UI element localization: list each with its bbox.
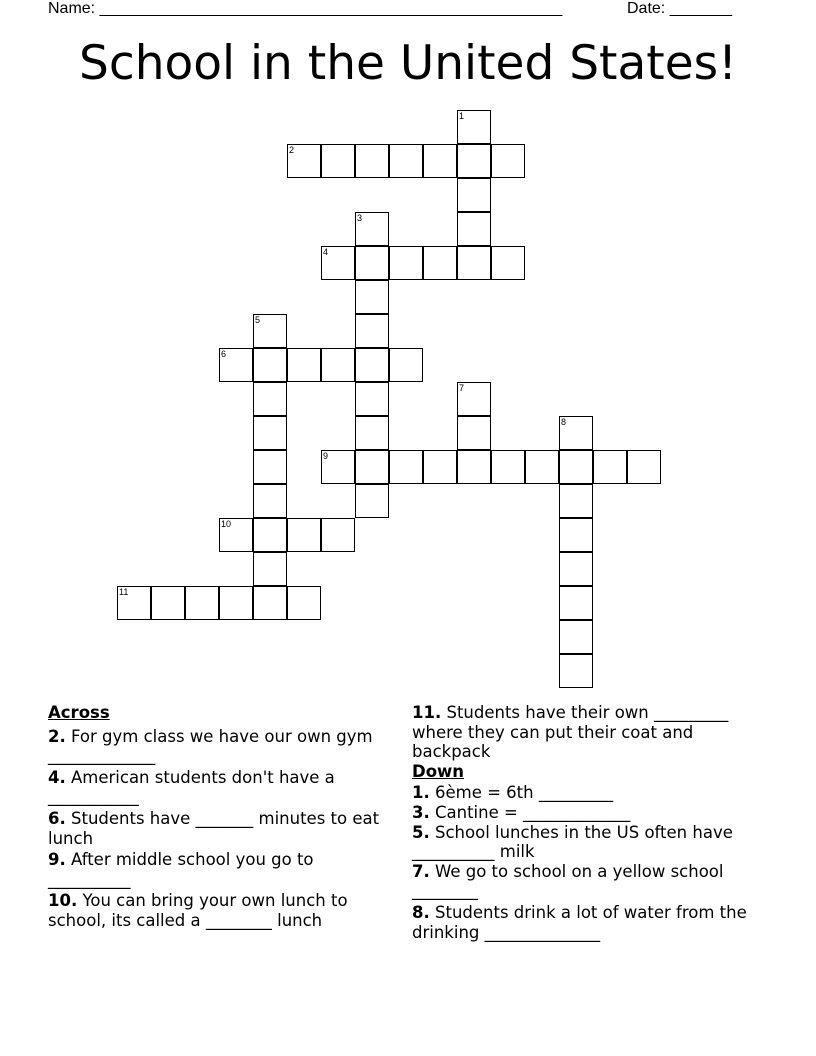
clue-number: 4. (48, 767, 66, 787)
crossword-cell[interactable] (355, 280, 389, 314)
date-field-line: Date: _______ (627, 0, 732, 17)
clue-item (412, 862, 752, 901)
cell-number: 7 (459, 383, 465, 393)
crossword-cell[interactable] (559, 518, 593, 552)
crossword-cell[interactable] (355, 484, 389, 518)
crossword-cell[interactable] (355, 416, 389, 450)
crossword-cell[interactable] (559, 552, 593, 586)
clue-text: Cantine = _____________ (429, 802, 631, 822)
clue-number: 10. (48, 891, 78, 911)
page-title: School in the United States! (79, 36, 737, 91)
cell-number: 1 (459, 111, 465, 121)
crossword-cell[interactable] (525, 450, 559, 484)
crossword-cell[interactable] (321, 348, 355, 382)
crossword-cell[interactable] (253, 518, 287, 552)
crossword-cell[interactable] (559, 586, 593, 620)
crossword-cell[interactable] (457, 110, 491, 144)
crossword-cell[interactable] (355, 450, 389, 484)
crossword-cell[interactable] (355, 144, 389, 178)
crossword-cell[interactable] (185, 586, 219, 620)
clue-number: 6. (48, 808, 66, 828)
crossword-cell[interactable] (423, 144, 457, 178)
clue-item (412, 823, 752, 862)
name-field-line: Name: ____________________________________________________ (48, 0, 563, 17)
crossword-cell[interactable] (321, 450, 355, 484)
clue-item (412, 803, 752, 823)
clue-text: American students don't have a ___________ (48, 767, 335, 807)
clue-number: 7. (412, 861, 430, 881)
clue-number: 2. (48, 726, 66, 746)
clue-text: We go to school on a yellow school ________ (412, 861, 724, 901)
crossword-cell[interactable] (219, 348, 253, 382)
cell-number: 4 (323, 247, 329, 257)
cell-number: 10 (221, 519, 232, 529)
clue-text: After middle school you go to __________ (48, 850, 314, 889)
crossword-cell[interactable] (457, 212, 491, 246)
clue-text: For gym class we have our own gym _____________ (48, 726, 373, 766)
crossword-cell[interactable] (457, 178, 491, 212)
clue-item (412, 703, 752, 762)
crossword-cell[interactable] (457, 450, 491, 484)
crossword-cell[interactable] (389, 144, 423, 178)
clue-item (48, 850, 388, 889)
clue-item (412, 783, 752, 803)
clue-number: 11. (412, 703, 442, 722)
crossword-cell[interactable] (253, 484, 287, 518)
cell-number: 9 (323, 451, 329, 461)
clue-text: 6ème = 6th _________ (429, 783, 614, 803)
crossword-cell[interactable] (253, 416, 287, 450)
crossword-cell[interactable] (389, 348, 423, 382)
cell-number: 6 (221, 349, 227, 359)
clue-text: School lunches in the US often have __________ milk (412, 822, 733, 862)
clue-number: 9. (48, 850, 66, 870)
crossword-cell[interactable] (627, 450, 661, 484)
crossword-cell[interactable] (389, 450, 423, 484)
crossword-cell[interactable] (559, 450, 593, 484)
crossword-cell[interactable] (253, 314, 287, 348)
crossword-cell[interactable] (457, 382, 491, 416)
clue-text: You can bring your own lunch to school, its called a ________ lunch (48, 891, 348, 930)
crossword-cell[interactable] (321, 144, 355, 178)
crossword-cell[interactable] (355, 246, 389, 280)
across-heading: Across (48, 703, 110, 722)
crossword-cell[interactable] (389, 246, 423, 280)
crossword-cell[interactable] (253, 552, 287, 586)
crossword-cell[interactable] (287, 348, 321, 382)
down-clue-list (412, 783, 752, 942)
cell-number: 8 (561, 417, 567, 427)
crossword-cell[interactable] (457, 144, 491, 178)
crossword-cell[interactable] (117, 586, 151, 620)
crossword-cell[interactable] (287, 144, 321, 178)
crossword-cell[interactable] (287, 518, 321, 552)
across-clue-list (48, 727, 388, 931)
crossword-cell[interactable] (219, 586, 253, 620)
clue-number: 1. (412, 783, 430, 803)
crossword-cell[interactable] (491, 144, 525, 178)
clue-number: 8. (412, 902, 430, 922)
crossword-cell[interactable] (355, 314, 389, 348)
clue-item (48, 809, 388, 848)
crossword-cell[interactable] (423, 246, 457, 280)
clue-item (48, 891, 388, 930)
crossword-cell[interactable] (321, 518, 355, 552)
crossword-cell[interactable] (559, 620, 593, 654)
crossword-cell[interactable] (593, 450, 627, 484)
crossword-cell[interactable] (253, 450, 287, 484)
cell-number: 3 (357, 213, 363, 223)
crossword-cell[interactable] (253, 586, 287, 620)
crossword-cell[interactable] (559, 654, 593, 688)
crossword-cell[interactable] (457, 416, 491, 450)
clue-text: Students drink a lot of water from the drinking ______________ (412, 902, 747, 942)
crossword-cell[interactable] (491, 450, 525, 484)
down-heading: Down (412, 761, 465, 781)
crossword-cell[interactable] (253, 348, 287, 382)
clue-text: Students have their own _________ where they can put their coat and backpack (412, 703, 729, 762)
across-clue-list-continued (412, 703, 752, 762)
crossword-cell[interactable] (423, 450, 457, 484)
crossword-cell[interactable] (321, 246, 355, 280)
crossword-cell[interactable] (151, 586, 185, 620)
clue-item (48, 768, 388, 807)
crossword-cell[interactable] (491, 246, 525, 280)
clue-text: Students have _______ minutes to eat lunch (48, 808, 380, 848)
crossword-cell[interactable] (253, 382, 287, 416)
clues-left-column (48, 703, 388, 931)
crossword-cell[interactable] (355, 348, 389, 382)
crossword-cell[interactable] (559, 484, 593, 518)
crossword-cell[interactable] (457, 246, 491, 280)
clue-item (48, 727, 388, 766)
clue-number: 3. (412, 802, 430, 822)
cell-number: 5 (255, 315, 261, 325)
clues-right-column (412, 703, 752, 942)
cell-number: 2 (289, 145, 295, 155)
crossword-cell[interactable] (287, 586, 321, 620)
cell-number: 11 (119, 587, 129, 597)
clue-number: 5. (412, 822, 430, 842)
crossword-cell[interactable] (355, 382, 389, 416)
crossword-cell[interactable] (559, 416, 593, 450)
crossword-cell[interactable] (219, 518, 253, 552)
crossword-cell[interactable] (355, 212, 389, 246)
clue-item (412, 903, 752, 942)
